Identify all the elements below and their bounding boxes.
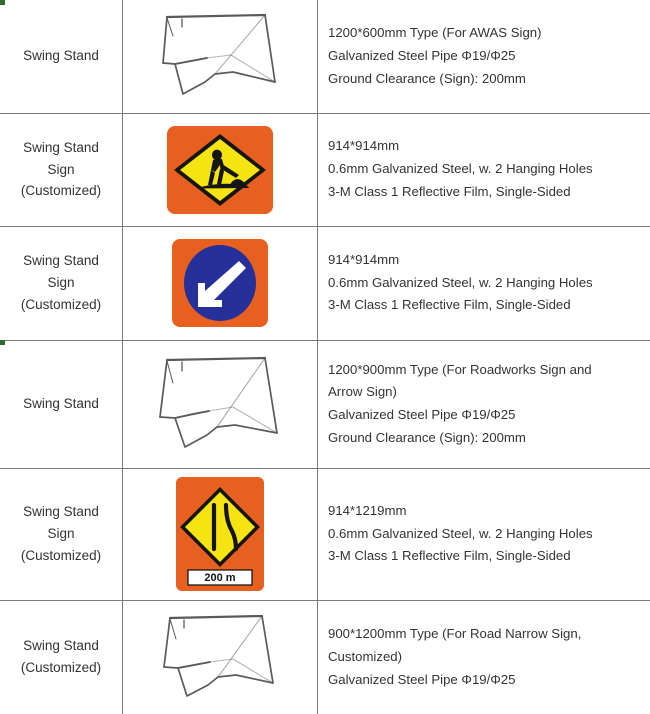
specification-cell xyxy=(318,226,650,340)
spec-line: 3-M Class 1 Reflective Film, Single-Sided xyxy=(328,183,571,199)
roadworks-sign-image xyxy=(165,124,275,216)
product-image-cell xyxy=(123,0,318,113)
spec-line: Ground Clearance (Sign): 200mm xyxy=(328,70,526,86)
spec-line: Arrow Sign) xyxy=(328,384,397,400)
road-narrows-sign-image xyxy=(174,475,266,593)
product-name-line: Swing Stand xyxy=(23,48,99,64)
product-name-line: Swing Stand xyxy=(23,139,99,155)
product-name-line: Sign xyxy=(47,161,75,177)
product-image-cell xyxy=(123,113,318,226)
product-name-line: (Customized) xyxy=(20,547,102,563)
specification-cell xyxy=(318,113,650,226)
spec-line: Customized) xyxy=(328,648,403,664)
distance-plate-label: 200 m xyxy=(204,572,236,584)
product-name-line: Sign xyxy=(47,526,75,542)
swing-stand-illustration xyxy=(145,349,295,459)
table-row xyxy=(0,113,650,226)
specification-cell xyxy=(318,0,650,113)
product-name-cell xyxy=(0,340,123,468)
spec-line: 900*1200mm Type (For Road Narrow Sign, xyxy=(328,626,582,642)
table-row xyxy=(0,468,650,600)
product-name-line: Swing Stand xyxy=(23,504,99,520)
product-name-line: (Customized) xyxy=(20,183,102,199)
spec-line: 3-M Class 1 Reflective Film, Single-Sided xyxy=(328,548,571,564)
product-name-cell xyxy=(0,226,123,340)
table-row xyxy=(0,226,650,340)
image-container xyxy=(123,6,317,106)
specification-cell xyxy=(318,468,650,600)
product-name-cell xyxy=(0,113,123,226)
product-image-cell xyxy=(123,468,318,600)
specification-cell xyxy=(318,340,650,468)
table-row xyxy=(0,0,650,113)
product-name-cell xyxy=(0,0,123,113)
product-name-line: Sign xyxy=(47,275,75,291)
image-container xyxy=(123,124,317,216)
product-name-line: (Customized) xyxy=(20,660,102,676)
spec-line: 0.6mm Galvanized Steel, w. 2 Hanging Holes xyxy=(328,525,593,541)
swing-stand-illustration xyxy=(145,6,295,106)
spec-line: Galvanized Steel Pipe Φ19/Φ25 xyxy=(328,407,516,422)
product-name-cell xyxy=(0,600,123,714)
spec-line: 0.6mm Galvanized Steel, w. 2 Hanging Holes xyxy=(328,161,593,177)
spec-line: 1200*900mm Type (For Roadworks Sign and xyxy=(328,361,592,377)
image-container xyxy=(123,607,317,707)
product-name-line: Swing Stand xyxy=(23,253,99,269)
product-image-cell xyxy=(123,600,318,714)
spec-line: 3-M Class 1 Reflective Film, Single-Sided xyxy=(328,297,571,313)
keep-left-arrow-sign-image xyxy=(170,237,270,329)
spec-line: Galvanized Steel Pipe Φ19/Φ25 xyxy=(328,671,516,687)
spec-line: Galvanized Steel Pipe Φ19/Φ25 xyxy=(328,47,516,63)
table-row xyxy=(0,600,650,714)
image-container xyxy=(123,237,317,329)
image-container xyxy=(123,475,317,593)
table-row xyxy=(0,340,650,468)
image-container xyxy=(123,349,317,459)
spec-line: 914*1219mm xyxy=(328,502,407,518)
spec-line: 914*914mm xyxy=(328,251,400,267)
product-image-cell xyxy=(123,340,318,468)
spec-line: 1200*600mm Type (For AWAS Sign) xyxy=(328,25,542,41)
spec-line: 914*914mm xyxy=(328,138,400,154)
product-name-line: Swing Stand xyxy=(23,638,99,654)
product-name-line: Swing Stand xyxy=(23,396,99,412)
product-name-cell xyxy=(0,468,123,600)
product-name-line: (Customized) xyxy=(20,296,102,312)
swing-stand-illustration xyxy=(148,607,293,707)
product-image-cell xyxy=(123,226,318,340)
spec-line: 0.6mm Galvanized Steel, w. 2 Hanging Holes xyxy=(328,274,593,290)
spec-line: Ground Clearance (Sign): 200mm xyxy=(328,429,526,445)
specification-cell xyxy=(318,600,650,714)
